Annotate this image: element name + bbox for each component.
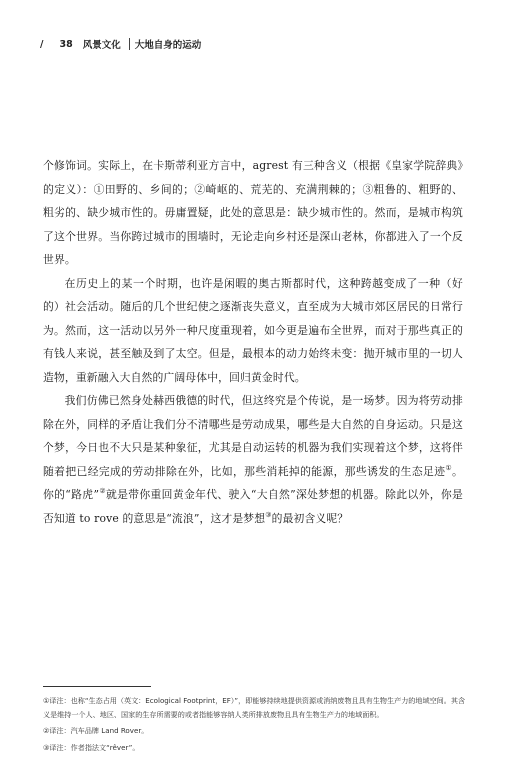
footnote-marker: ① (445, 463, 453, 472)
paragraph-text: 就是带你重回黄金年代、驶入“大自然”深处梦想的机器。除此以外，你是否知道 to rove 的意思是“流浪”，这才是梦想 (43, 488, 463, 525)
paragraph-text: 个修饰词。实际上，在卡斯蒂利亚方言中，agrest 有三种含义（根据《皇家学院辞典》的定义）：①田野的、乡间的；②崎岖的、荒芜的、充满荆棘的；③粗鲁的、粗野的、粗劣的、缺少城市性的。毋庸置疑，此处的意思是：缺少城市性的。然而，是城市构筑了这个世界。当你跨过城市的围墙时，无论走向乡村还是深山老林，你都进入了一个反世界。 (43, 159, 463, 266)
body-text (43, 154, 463, 530)
footnote: ③译注：作者指法文“rêver”。 (43, 742, 140, 752)
header-divider (129, 38, 130, 50)
page-number: 38 (59, 38, 73, 50)
footnote-marker: ③ (265, 510, 272, 519)
footnote: ①译注：也称“生态占用（英文：Ecological Footprint，EF）”，即能够持续地提供资源或消纳废物且具有生物生产力的地域空间。其含义是维持一个人、地区、国家的生存所需要的或者指能够容纳人类所排放废物且具有生物生产力的地域面积。 (43, 696, 466, 719)
series-title: 风景文化 (82, 40, 121, 51)
paragraph-text: 。你的“路虎” (43, 464, 463, 501)
chapter-title: 大地自身的运动 (134, 40, 202, 51)
body-paragraph (43, 389, 463, 530)
paragraph-text: 在历史上的某一个时期，也许是闲暇的奥古斯都时代，这种跨越变成了一种（好的）社会活动。随后的几个世纪使之逐渐丧失意义，直至成为大城市郊区居民的日常行为。然而，这一活动以另外一种尺度重现着，如今更是遍布全世界，而对于那些真正的有钱人来说，甚至触及到了太空。但是，最根本的动力始终未变：抛开城市里的一切人造物，重新融入大自然的广阔母体中，回归黄金时代。 (43, 276, 463, 384)
footnote-marker: ② (99, 487, 106, 495)
running-header (40, 37, 201, 51)
paragraph-text: 我们仿佛已然身处赫西俄德的时代，但这终究是个传说，是一场梦。因为将劳动排除在外，同样的矛盾让我们分不清哪些是劳动成果，哪些是大自然的自身运动。只是这个梦，今日也不大只是某种象征，尤其是自动运转的机器为我们实现着这个梦，这将伴随着把已经完成的劳动排除在外，比如，那些消耗掉的能源，那些诱发的生态足迹 (43, 394, 463, 478)
paragraph-text: 的最初含义呢？ (271, 511, 349, 525)
header-slash: / (40, 38, 44, 50)
footnotes (43, 694, 468, 757)
footnote: ②译注：汽车品牌 Land Rover。 (43, 726, 149, 735)
footnote-rule (43, 686, 151, 687)
body-paragraph (43, 154, 463, 272)
body-paragraph (43, 272, 463, 390)
